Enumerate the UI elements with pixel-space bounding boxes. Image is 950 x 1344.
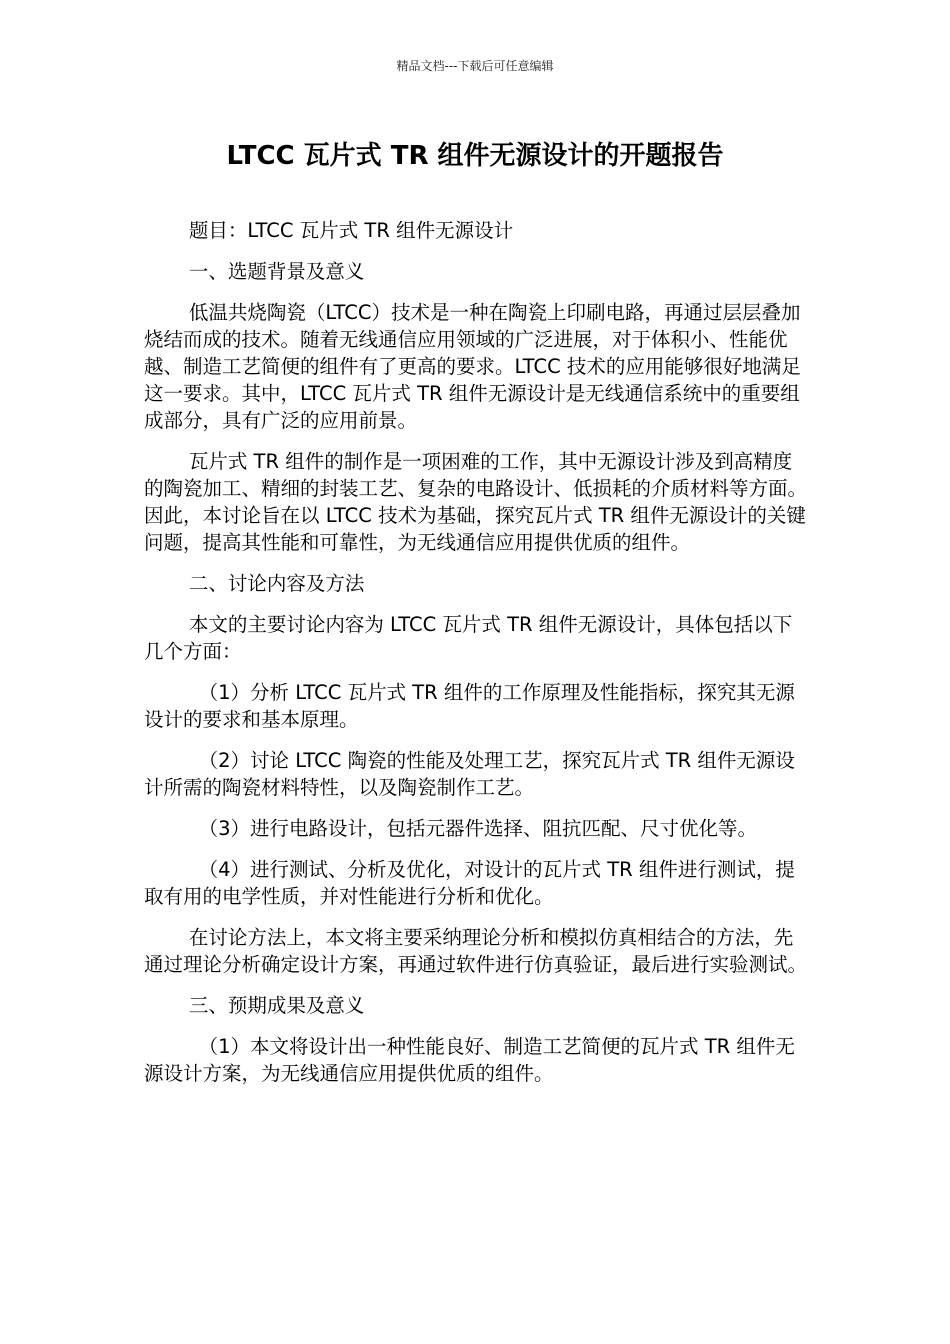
content-intro-paragraph: 本文的主要讨论内容为 LTCC 瓦片式 TR 组件无源设计，具体包括以下几个方面： [144,613,793,663]
section-heading-background: 一、选题背景及意义 [188,260,365,283]
methods-paragraph: 在讨论方法上，本文将主要采纳理论分析和模拟仿真相结合的方法，先通过理论分析确定设计方案，再通过软件进行仿真验证，最后进行实验测试。 [144,926,808,976]
results-list-item: （1）本文将设计出一种性能良好、制造工艺简便的瓦片式 TR 组件无源设计方案，为无线通信应用提供优质的组件。 [144,1035,795,1085]
content-list-item: （4）进行测试、分析及优化，对设计的瓦片式 TR 组件进行测试，提取有用的电学性质，并对性能进行分析和优化。 [144,858,795,908]
document-body [144,217,808,1101]
section-heading-expected-results: 三、预期成果及意义 [188,994,365,1017]
page-header: 精品文档---下载后可任意编辑 [396,59,554,73]
background-paragraph: 低温共烧陶瓷（LTCC）技术是一种在陶瓷上印刷电路，再通过层层叠加烧结而成的技术。随着无线通信应用领域的广泛进展，对于体积小、性能优越、制造工艺简便的组件有了更高的要求。LTCC 技术的应用能够很好地满足这一要求。其中，LTCC 瓦片式 TR 组件无源设计是无线通信系统中的重要组成部分，具有广泛的应用前景。 [144,301,801,432]
background-paragraph: 瓦片式 TR 组件的制作是一项困难的工作，其中无源设计涉及到高精度的陶瓷加工、精细的封装工艺、复杂的电路设计、低损耗的介质材料等方面。因此，本讨论旨在以 LTCC 技术为基础，探究瓦片式 TR 组件无源设计的关键问题，提高其性能和可靠性，为无线通信应用提供优质的组件。 [144,450,808,554]
content-list-item: （2）讨论 LTCC 陶瓷的性能及处理工艺，探究瓦片式 TR 组件无源设计所需的陶瓷材料特性，以及陶瓷制作工艺。 [144,749,795,799]
section-heading-content-methods: 二、讨论内容及方法 [188,572,365,595]
content-list-item: （1）分析 LTCC 瓦片式 TR 组件的工作原理及性能指标，探究其无源设计的要求和基本原理。 [144,681,795,731]
topic-line: 题目：LTCC 瓦片式 TR 组件无源设计 [188,219,514,242]
content-list-item: （3）进行电路设计，包括元器件选择、阻抗匹配、尺寸优化等。 [198,817,758,840]
document-title: LTCC 瓦片式 TR 组件无源设计的开题报告 [226,141,724,171]
